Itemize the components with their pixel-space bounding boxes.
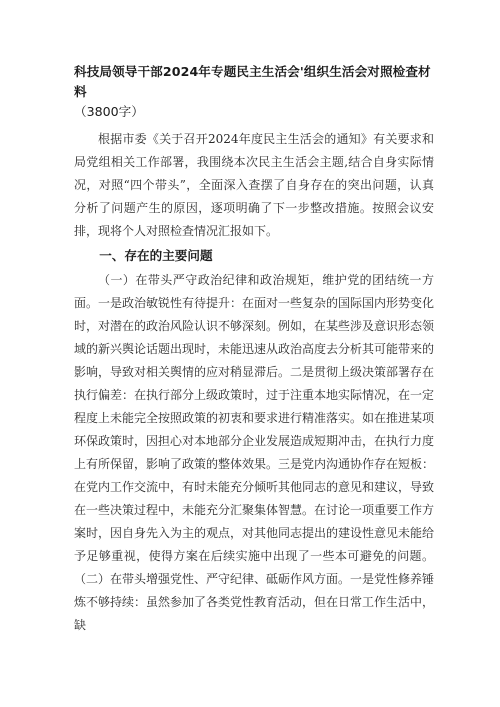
document-title: 科技局领导干部2024年专题民主生活会'组织生活会对照检查材料	[74, 64, 431, 99]
document-body	[74, 62, 434, 637]
section-paragraph: （一）在带头严守政治纪律和政治规矩，维护党的团结统一方面。一是政治敏锐性有待提升：在面对一些复杂的国际国内形势变化时，对潜在的政治风险认识不够深刻。例如，在某些涉及意识形态领域的新兴舆论话题出现时，未能迅速从政治高度去分析其可能带来的影响，导致对相关舆情的应对稍显滞后。二是贯彻上级决策部署存在执行偏差：在执行部分上级政策时，过于注重本地实际情况，在一定程度上未能完全按照政策的初衷和要求进行精准落实。如在推进某项环保政策时，因担心对本地部分企业发展造成短期冲击，在执行力度上有所保留，影响了政策的整体效果。三是党内沟通协作存在短板：在党内工作交流中，有时未能充分倾听其他同志的意见和建议，导致在一些决策过程中，未能充分汇聚集体智慧。在讨论一项重要工作方案时，因自身先入为主的观点，对其他同志提出的建设性意见未能给予足够重视，使得方案在后续实施中出现了一些本可避免的问题。（二）在带头增强党性、严守纪律、砥砺作风方面。一是党性修养锤炼不够持续：虽然参加了各类党性教育活动，但在日常工作生活中，缺	[74, 273, 435, 632]
intro-paragraph: 根据市委《关于召开2024年度民主生活会的通知》有关要求和局党组相关工作部署，我围绕本次民主生活会主题,结合自身实际情况，对照“四个带头”，全面深入查摆了自身存在的突出问题，认真分析了问题产生的原因，逐项明确了下一步整改措施。按照会议安排，现将个人对照检查情况汇报如下。	[74, 132, 434, 238]
section-heading: 一、存在的主要问题	[99, 248, 213, 263]
document-subtitle: （3800字）	[74, 104, 144, 119]
